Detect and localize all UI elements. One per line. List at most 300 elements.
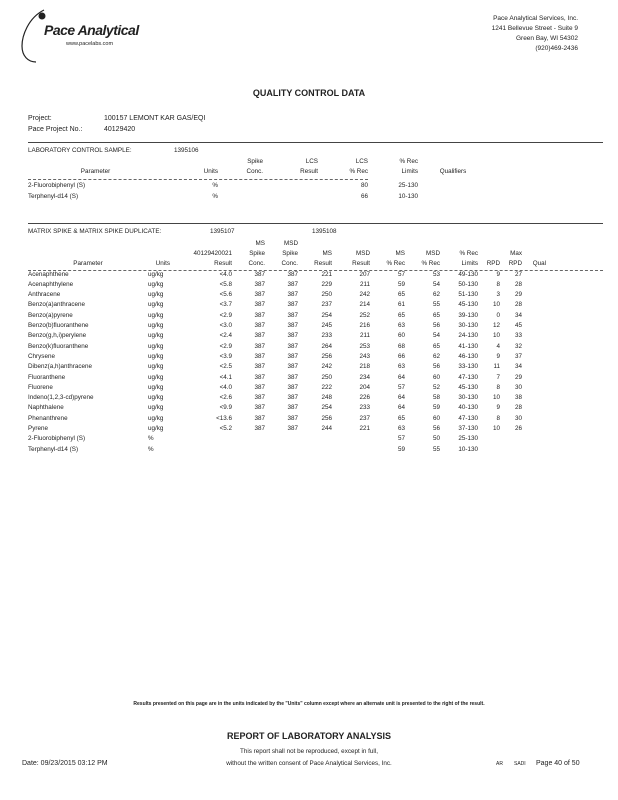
qual-header: Qual — [532, 260, 546, 268]
msd-cell-units: ug/kg — [148, 404, 164, 412]
msd-table-body — [28, 269, 546, 454]
lcs-cell-parameter: 2-Fluorobiphenyl (S) — [28, 182, 86, 190]
msd-cell-maxrpd: 29 — [514, 373, 522, 381]
msd-cell-parameter: Fluoranthene — [28, 373, 66, 381]
lcs-header-row-2 — [28, 166, 488, 176]
msd-cell-limits: 24-130 — [458, 332, 478, 340]
msd-cell-result: <2.9 — [219, 311, 232, 319]
msd-cell-msd-result: 252 — [359, 311, 370, 319]
msd-cell-msd-spike: 387 — [287, 394, 298, 402]
msd-cell-ms-rec: 63 — [397, 424, 405, 432]
msd-cell-msd-spike: 387 — [287, 363, 298, 371]
lcs-cell-limits: 25-130 — [398, 182, 418, 190]
msd-rec-header: MSD — [426, 249, 440, 257]
lcs-result-header-2: Result — [300, 167, 318, 175]
msd-cell-msd-spike: 387 — [287, 342, 298, 350]
msd-cell-result: <3.7 — [219, 301, 232, 309]
msd-cell-msd-spike: 387 — [287, 301, 298, 309]
ms-spike-header-2: Spike — [249, 249, 265, 257]
msd-cell-msd-result: 211 — [359, 332, 370, 340]
msd-cell-maxrpd: 38 — [514, 394, 522, 402]
sample-id-header: 40129420021 — [193, 249, 232, 257]
lcs-label: LABORATORY CONTROL SAMPLE: — [28, 147, 132, 154]
table-row — [28, 444, 546, 454]
msd-cell-units: % — [148, 435, 154, 443]
msd-cell-limits: 37-130 — [458, 424, 478, 432]
msd-cell-limits: 25-130 — [458, 435, 478, 443]
msd-cell-parameter: Anthracene — [28, 291, 61, 299]
msd-cell-msd-rec: 58 — [432, 394, 440, 402]
msd-cell-parameter: Benzo(k)fluoranthene — [28, 342, 89, 350]
msd-header-row-1 — [28, 238, 546, 248]
lcs-spike-header-2: Conc. — [246, 167, 263, 175]
msd-cell-ms-spike: 387 — [254, 352, 265, 360]
msd-cell-result: <2.5 — [219, 363, 232, 371]
msd-cell-result: <2.4 — [219, 332, 232, 340]
msd-cell-ms-spike: 387 — [254, 301, 265, 309]
msd-cell-maxrpd: 30 — [514, 414, 522, 422]
msd-cell-msd-spike: 387 — [287, 414, 298, 422]
msd-cell-msd-result: 216 — [359, 322, 370, 330]
msd-cell-qual — [522, 413, 546, 423]
table-row — [28, 320, 546, 330]
table-row — [28, 341, 546, 351]
msd-parameter-header: Parameter — [73, 260, 103, 268]
msd-cell-parameter: Benzo(a)pyrene — [28, 311, 73, 319]
pace-project-label: Pace Project No.: — [28, 126, 83, 133]
msd-cell-msd-result: 214 — [359, 301, 370, 309]
msd-cell-qual — [522, 444, 546, 454]
msd-cell-rpd: 9 — [496, 270, 500, 278]
table-row — [28, 392, 546, 402]
msd-cell-msd-rec: 56 — [432, 424, 440, 432]
msd-cell-parameter: Benzo(b)fluoranthene — [28, 322, 89, 330]
msd-cell-ms-result: 245 — [321, 322, 332, 330]
lcs-cell-spike — [218, 191, 263, 201]
page-title: QUALITY CONTROL DATA — [252, 88, 366, 98]
msd-cell-qual — [522, 434, 546, 444]
msd-cell-units: % — [148, 445, 154, 453]
msd-cell-limits: 41-130 — [458, 342, 478, 350]
msd-cell-ms-result: 221 — [321, 270, 332, 278]
msd-cell-ms-spike: 387 — [254, 311, 265, 319]
msd-cell-limits: 10-130 — [458, 445, 478, 453]
msd-cell-limits: 50-130 — [458, 280, 478, 288]
msd-cell-rpd: 10 — [492, 301, 500, 309]
lcs-header-row-1 — [28, 156, 488, 166]
msd-cell-result: <2.9 — [219, 342, 232, 350]
msd-cell-msd-result: 218 — [359, 363, 370, 371]
ms-id: 1395107 — [210, 228, 235, 235]
msd-cell-parameter: Indeno(1,2,3-cd)pyrene — [28, 394, 94, 402]
lcs-cell-limits: 10-130 — [398, 192, 418, 200]
msd-cell-units: ug/kg — [148, 383, 164, 391]
msd-cell-units: ug/kg — [148, 332, 164, 340]
msd-cell-ms-rec: 60 — [397, 332, 405, 340]
pace-project-value: 40129420 — [104, 126, 136, 133]
msd-cell-ms-result: 244 — [321, 424, 332, 432]
msd-cell-ms-result: 250 — [321, 291, 332, 299]
limits-header-2: Limits — [461, 260, 478, 268]
msd-cell-ms-rec: 64 — [397, 373, 405, 381]
msd-cell-parameter: Phenanthrene — [28, 414, 68, 422]
table-row — [28, 423, 546, 433]
msd-cell-units: ug/kg — [148, 270, 164, 278]
msd-cell-ms-result — [298, 434, 332, 444]
msd-cell-parameter: Acenaphthene — [28, 270, 69, 278]
ms-rec-header-2: % Rec — [386, 260, 405, 268]
lcs-cell-rec: 66 — [360, 192, 368, 200]
msd-cell-ms-rec: 59 — [397, 280, 405, 288]
msd-cell-ms-rec: 64 — [397, 394, 405, 402]
msd-cell-ms-spike: 387 — [254, 280, 265, 288]
msd-cell-msd-rec: 62 — [432, 291, 440, 299]
table-row — [28, 434, 546, 444]
ms-result-header: MS — [322, 249, 332, 257]
table-row — [28, 331, 546, 341]
msd-cell-result: <5.2 — [219, 424, 232, 432]
msd-cell-rpd: 10 — [492, 394, 500, 402]
msd-cell-qual — [522, 351, 546, 361]
msd-cell-msd-result: 253 — [359, 342, 370, 350]
msd-cell-rpd: 11 — [493, 363, 500, 371]
msd-cell-units: ug/kg — [148, 373, 164, 381]
msd-cell-msd-result: 243 — [359, 352, 370, 360]
msd-result-col-header: Result — [214, 260, 232, 268]
msd-cell-msd-result: 221 — [359, 424, 370, 432]
msd-cell-qual — [522, 310, 546, 320]
msd-cell-maxrpd — [500, 434, 522, 444]
msd-cell-parameter: Fluorene — [28, 383, 53, 391]
msd-cell-ms-spike: 387 — [254, 342, 265, 350]
msd-cell-msd-spike: 387 — [287, 373, 298, 381]
msd-cell-maxrpd: 28 — [514, 404, 522, 412]
msd-cell-msd-rec: 54 — [432, 280, 440, 288]
msd-cell-ms-rec: 57 — [397, 435, 405, 443]
msd-cell-limits: 40-130 — [458, 404, 478, 412]
lcs-limits-header-2: Limits — [401, 167, 418, 175]
msd-cell-ms-rec: 66 — [397, 352, 405, 360]
msd-cell-msd-spike: 387 — [287, 424, 298, 432]
lcs-units-header: Units — [203, 167, 218, 175]
lcs-cell-qual — [418, 191, 488, 201]
msd-cell-rpd: 8 — [496, 280, 500, 288]
msd-cell-maxrpd: 27 — [514, 270, 522, 278]
msd-cell-ms-spike: 387 — [254, 322, 265, 330]
msd-cell-msd-result: 233 — [359, 404, 370, 412]
msd-cell-ms-rec: 63 — [397, 322, 405, 330]
msd-cell-rpd: 0 — [496, 311, 500, 319]
table-row — [28, 300, 546, 310]
msd-cell-ms-spike: 387 — [254, 394, 265, 402]
msd-header-row-3 — [28, 259, 546, 269]
maxrpd-header-2: RPD — [508, 260, 522, 268]
divider — [28, 223, 603, 224]
msd-cell-ms-rec: 65 — [397, 291, 405, 299]
msd-id: 1395108 — [312, 228, 337, 235]
msd-cell-rpd: 7 — [496, 373, 500, 381]
report-title: REPORT OF LABORATORY ANALYSIS — [226, 731, 392, 741]
ms-spike-header-3: Conc. — [248, 260, 265, 268]
msd-cell-maxrpd: 37 — [514, 352, 522, 360]
msd-cell-ms-spike: 387 — [254, 404, 265, 412]
msd-cell-ms-spike: 387 — [254, 414, 265, 422]
msd-cell-maxrpd: 32 — [514, 342, 522, 350]
msd-cell-maxrpd: 45 — [514, 322, 522, 330]
maxrpd-header: Max — [510, 249, 522, 257]
msd-spike-header: MSD — [284, 239, 298, 247]
msd-cell-ms-rec: 65 — [397, 414, 405, 422]
msd-cell-msd-result — [332, 434, 370, 444]
msd-spike-header-2: Spike — [282, 249, 298, 257]
units-note: Results presented on this page are in the units indicated by the "Units" column except where an alternate unit is presented to the right of the result. — [133, 701, 485, 707]
company-name: Pace Analytical Services, Inc. — [493, 15, 578, 22]
msd-cell-ms-rec: 57 — [397, 383, 405, 391]
project-label: Project: — [28, 115, 52, 122]
lcs-cell-qual — [418, 181, 488, 191]
msd-cell-maxrpd: 30 — [514, 383, 522, 391]
msd-cell-msd-result: 207 — [359, 270, 370, 278]
msd-cell-qual — [522, 372, 546, 382]
msd-cell-qual — [522, 392, 546, 402]
msd-cell-maxrpd: 33 — [514, 332, 522, 340]
msd-header-underline — [28, 270, 603, 271]
msd-cell-ms-result: 254 — [321, 404, 332, 412]
msd-cell-ms-result: 237 — [321, 301, 332, 309]
table-row — [28, 181, 488, 191]
table-row — [28, 413, 546, 423]
msd-cell-rpd: 4 — [496, 342, 500, 350]
table-row — [28, 289, 546, 299]
msd-cell-ms-result: 242 — [321, 363, 332, 371]
msd-cell-msd-spike: 387 — [287, 352, 298, 360]
msd-cell-result: <4.0 — [219, 270, 232, 278]
msd-cell-ms-rec: 63 — [397, 363, 405, 371]
msd-spike-header-3: Conc. — [281, 260, 298, 268]
msd-cell-parameter: Benzo(g,h,i)perylene — [28, 332, 87, 340]
msd-cell-msd-rec: 65 — [432, 311, 440, 319]
logo-text: Pace Analytical — [44, 22, 139, 38]
msd-cell-qual — [522, 331, 546, 341]
msd-cell-rpd: 9 — [496, 404, 500, 412]
company-phone: (920)469-2436 — [535, 45, 578, 52]
company-website: www.pacelabs.com — [66, 41, 114, 47]
msd-cell-result — [170, 434, 232, 444]
msd-cell-ms-spike: 387 — [254, 270, 265, 278]
msd-cell-qual — [522, 279, 546, 289]
msd-cell-ms-result: 254 — [321, 311, 332, 319]
msd-cell-msd-rec: 60 — [432, 373, 440, 381]
msd-cell-rpd: 10 — [492, 332, 500, 340]
company-city: Green Bay, WI 54302 — [515, 35, 578, 42]
msd-cell-rpd: 9 — [496, 352, 500, 360]
lcs-limits-header: % Rec — [399, 157, 418, 165]
msd-cell-maxrpd: 26 — [514, 424, 522, 432]
msd-cell-units: ug/kg — [148, 291, 164, 299]
msd-cell-rpd: 3 — [496, 291, 500, 299]
msd-cell-limits: 46-130 — [458, 352, 478, 360]
msd-cell-qual — [522, 300, 546, 310]
rpd-header: RPD — [486, 260, 500, 268]
report-date: Date: 09/23/2015 03:12 PM — [22, 760, 108, 767]
table-row — [28, 310, 546, 320]
msd-cell-msd-rec: 53 — [432, 270, 440, 278]
msd-cell-ms-rec: 61 — [397, 301, 405, 309]
msd-cell-msd-rec: 60 — [432, 414, 440, 422]
ms-rec-header: MS — [395, 249, 405, 257]
table-row — [28, 372, 546, 382]
msd-cell-limits: 30-130 — [458, 394, 478, 402]
msd-cell-limits: 45-130 — [458, 301, 478, 309]
project-value: 100157 LEMONT KAR GAS/EQI — [104, 115, 206, 122]
msd-result-header: MSD — [356, 249, 370, 257]
lcs-qualifiers-header: Qualifiers — [439, 167, 467, 175]
msd-cell-units: ug/kg — [148, 311, 164, 319]
msd-cell-msd-result: 204 — [359, 383, 370, 391]
msd-cell-msd-spike: 387 — [287, 280, 298, 288]
msd-cell-result: <3.9 — [219, 352, 232, 360]
msd-cell-ms-rec: 65 — [397, 311, 405, 319]
table-row — [28, 403, 546, 413]
msd-header-row-2 — [28, 248, 546, 258]
msd-cell-msd-spike: 387 — [287, 332, 298, 340]
msd-cell-limits: 30-130 — [458, 322, 478, 330]
msd-cell-ms-result: 256 — [321, 352, 332, 360]
page-number: Page 40 of 50 — [536, 760, 580, 767]
msd-cell-maxrpd: 34 — [514, 311, 522, 319]
msd-cell-ms-rec: 68 — [397, 342, 405, 350]
lcs-cell-rec: 80 — [360, 182, 368, 190]
msd-cell-parameter: Terphenyl-d14 (S) — [28, 445, 79, 453]
msd-cell-parameter: Dibenz(a,h)anthracene — [28, 363, 93, 371]
msd-cell-msd-rec: 62 — [432, 352, 440, 360]
msd-cell-parameter: 2-Fluorobiphenyl (S) — [28, 435, 86, 443]
report-initials: AR — [496, 761, 503, 767]
lcs-cell-units: % — [212, 182, 218, 190]
msd-cell-msd-rec: 56 — [432, 363, 440, 371]
msd-cell-ms-spike: 387 — [254, 373, 265, 381]
msd-cell-rpd: 8 — [496, 383, 500, 391]
msd-cell-limits: 49-130 — [458, 270, 478, 278]
lcs-parameter-header: Parameter — [80, 167, 111, 175]
msd-cell-maxrpd: 34 — [514, 363, 522, 371]
msd-cell-result: <13.6 — [216, 414, 232, 422]
msd-cell-msd-spike: 387 — [287, 311, 298, 319]
msd-cell-result: <4.0 — [219, 383, 232, 391]
msd-cell-msd-result: 234 — [359, 373, 370, 381]
msd-cell-msd-result: 242 — [359, 291, 370, 299]
msd-cell-maxrpd: 28 — [514, 301, 522, 309]
table-row — [28, 351, 546, 361]
msd-cell-result — [170, 444, 232, 454]
msd-cell-ms-spike: 387 — [254, 291, 265, 299]
msd-cell-limits: 45-130 — [458, 383, 478, 391]
msd-cell-parameter: Pyrene — [28, 424, 48, 432]
ms-spike-header: MS — [255, 239, 265, 247]
msd-cell-msd-spike: 387 — [287, 322, 298, 330]
msd-cell-ms-rec: 64 — [397, 404, 405, 412]
lcs-cell-result — [263, 191, 318, 201]
msd-cell-ms-spike — [232, 444, 265, 454]
msd-label: MATRIX SPIKE & MATRIX SPIKE DUPLICATE: — [28, 228, 162, 235]
msd-cell-ms-rec: 57 — [397, 270, 405, 278]
msd-cell-maxrpd: 29 — [514, 291, 522, 299]
msd-cell-rpd: 10 — [492, 424, 500, 432]
msd-cell-result: <2.6 — [219, 394, 232, 402]
msd-cell-msd-spike — [265, 444, 298, 454]
msd-cell-ms-spike: 387 — [254, 424, 265, 432]
msd-cell-qual — [522, 289, 546, 299]
msd-cell-msd-spike: 387 — [287, 291, 298, 299]
msd-cell-qual — [522, 362, 546, 372]
msd-cell-msd-result — [332, 444, 370, 454]
msd-cell-result: <5.8 — [219, 280, 232, 288]
reproduction-notice: This report shall not be reproduced, except in full, — [240, 748, 378, 755]
table-row — [28, 382, 546, 392]
msd-cell-msd-spike: 387 — [287, 404, 298, 412]
msd-cell-msd-rec: 50 — [432, 435, 440, 443]
msd-cell-msd-result: 226 — [359, 394, 370, 402]
report-code: SADI — [514, 761, 526, 767]
msd-cell-ms-result: 222 — [321, 383, 332, 391]
msd-cell-rpd: 8 — [496, 414, 500, 422]
msd-cell-units: ug/kg — [148, 424, 164, 432]
msd-units-header: Units — [155, 260, 170, 268]
msd-cell-units: ug/kg — [148, 342, 164, 350]
msd-cell-ms-result: 256 — [321, 414, 332, 422]
msd-cell-qual — [522, 382, 546, 392]
msd-cell-msd-rec: 56 — [432, 322, 440, 330]
msd-result-header-2: Result — [352, 260, 370, 268]
msd-cell-units: ug/kg — [148, 363, 164, 371]
lcs-rec-header-2: % Rec — [349, 167, 368, 175]
msd-cell-msd-rec: 55 — [432, 445, 440, 453]
msd-cell-parameter: Chrysene — [28, 352, 55, 360]
msd-cell-ms-spike — [232, 434, 265, 444]
lcs-spike-header: Spike — [247, 157, 263, 165]
msd-cell-msd-rec: 54 — [432, 332, 440, 340]
msd-cell-rpd: 12 — [492, 322, 500, 330]
lcs-id: 1395106 — [174, 147, 199, 154]
limits-header: % Rec — [459, 249, 478, 257]
msd-cell-limits: 39-130 — [458, 311, 478, 319]
msd-cell-msd-result: 211 — [359, 280, 370, 288]
msd-cell-ms-result: 264 — [321, 342, 332, 350]
divider — [28, 142, 603, 143]
msd-cell-ms-result — [298, 444, 332, 454]
msd-cell-msd-rec: 59 — [432, 404, 440, 412]
msd-cell-ms-result: 229 — [321, 280, 332, 288]
lcs-cell-units: % — [212, 192, 218, 200]
msd-cell-maxrpd — [500, 444, 522, 454]
msd-cell-units: ug/kg — [148, 280, 164, 288]
msd-cell-rpd — [478, 434, 500, 444]
msd-cell-ms-result: 250 — [321, 373, 332, 381]
msd-cell-msd-spike: 387 — [287, 383, 298, 391]
msd-cell-qual — [522, 423, 546, 433]
msd-cell-units: ug/kg — [148, 394, 164, 402]
msd-cell-ms-result: 248 — [321, 394, 332, 402]
msd-cell-units: ug/kg — [148, 322, 164, 330]
msd-cell-units: ug/kg — [148, 414, 164, 422]
lcs-cell-result — [263, 181, 318, 191]
consent-notice: without the written consent of Pace Analytical Services, Inc. — [226, 760, 392, 767]
ms-result-header-2: Result — [314, 260, 332, 268]
lcs-cell-spike — [218, 181, 263, 191]
msd-cell-qual — [522, 341, 546, 351]
msd-cell-limits: 47-130 — [458, 414, 478, 422]
lcs-header-underline — [28, 179, 368, 180]
